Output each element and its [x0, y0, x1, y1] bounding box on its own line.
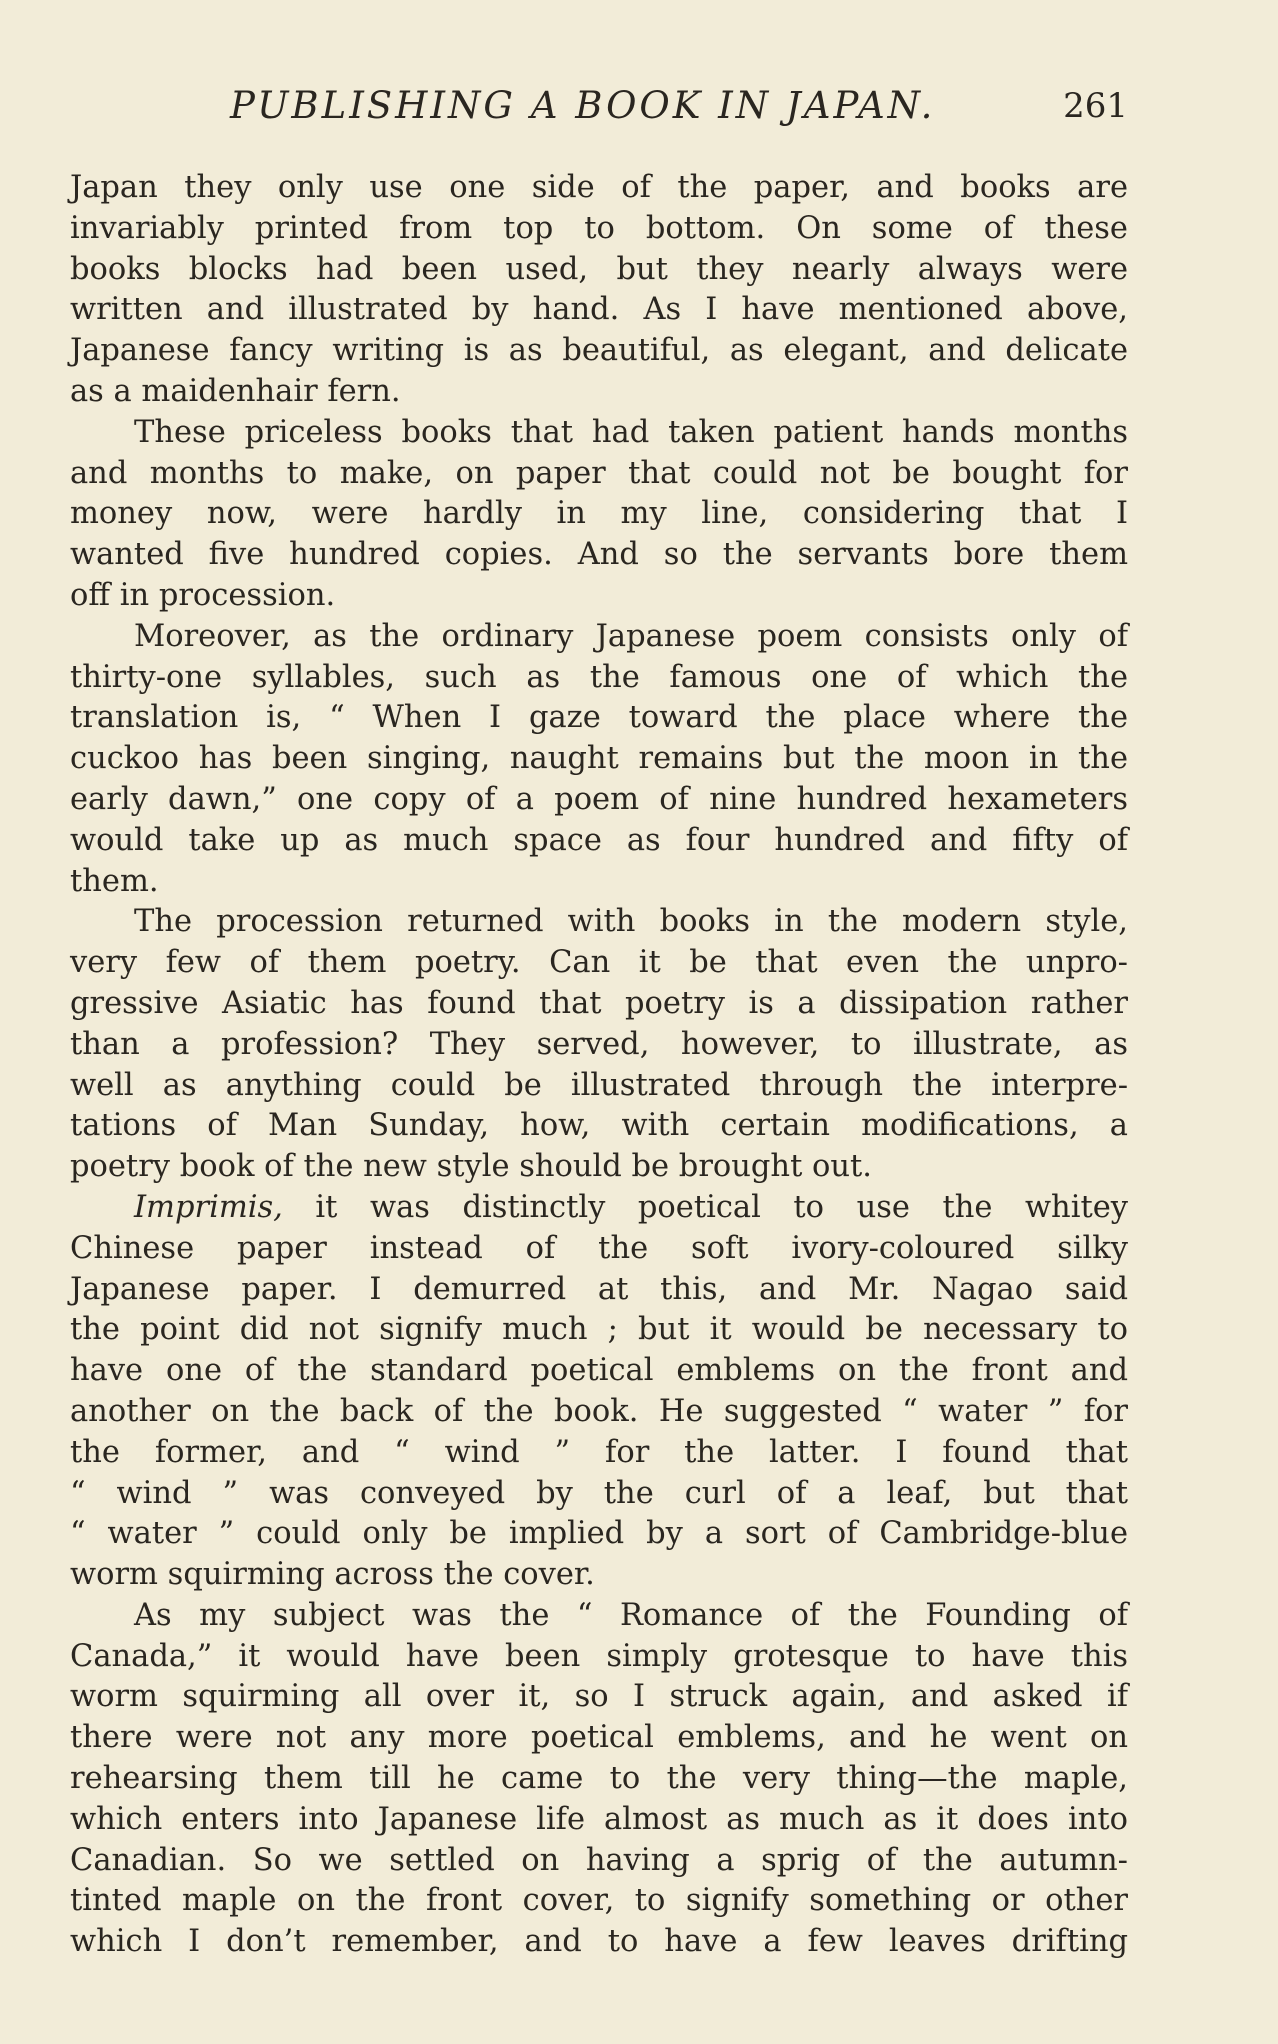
line-text: Japanese fancy writing is as beautiful, as elegant, and delicate — [70, 333, 1128, 369]
text-line — [70, 1351, 1128, 1392]
line-text: invariably printed from top to bottom. On some of these — [70, 210, 1128, 246]
text-line — [70, 1922, 1128, 1963]
line-text: it was distinctly poetical to use the whitey — [282, 1189, 1128, 1225]
text-line — [70, 1759, 1128, 1800]
line-text: Canadian. So we settled on having a sprig of the autumn- — [70, 1842, 1128, 1878]
line-text: worm squirming across the cover. — [70, 1557, 595, 1593]
text-line — [70, 454, 1128, 495]
text-line — [70, 1310, 1128, 1351]
text-line — [70, 617, 1128, 658]
line-text: “ water ” could only be implied by a sort of Cambridge-blue — [70, 1516, 1128, 1552]
text-line — [70, 1514, 1128, 1555]
text-line — [70, 1188, 1128, 1229]
body-text — [70, 168, 1128, 1963]
line-text: tations of Man Sunday, how, with certain modifications, a — [70, 1108, 1128, 1144]
line-text: The procession returned with books in the modern style, — [134, 904, 1128, 940]
text-line — [70, 1229, 1128, 1270]
text-line — [70, 739, 1128, 780]
line-text: money now, were hardly in my line, considering that I — [70, 496, 1128, 532]
text-line — [70, 494, 1128, 535]
line-text: as a maidenhair fern. — [70, 373, 401, 409]
line-text: thirty-one syllables, such as the famous one of which the — [70, 659, 1128, 695]
text-line — [70, 1555, 1128, 1596]
text-line — [70, 780, 1128, 821]
running-title: PUBLISHING A BOOK IN JAPAN. — [230, 84, 936, 127]
line-text: have one of the standard poetical emblems on the front and — [70, 1353, 1128, 1389]
line-text: than a profession? They served, however, to illustrate, as — [70, 1026, 1128, 1062]
line-text: would take up as much space as four hundred and fifty of — [70, 822, 1128, 858]
text-line — [70, 1881, 1128, 1922]
text-line — [70, 168, 1128, 209]
text-line — [70, 1433, 1128, 1474]
line-text: Chinese paper instead of the soft ivory-coloured silky — [70, 1230, 1128, 1266]
line-text: the point did not signify much ; but it would be necessary to — [70, 1312, 1128, 1348]
page-number: 261 — [1063, 86, 1128, 126]
text-line — [70, 1841, 1128, 1882]
text-line — [70, 1147, 1128, 1188]
line-text: there were not any more poetical emblems, and he went on — [70, 1720, 1128, 1756]
line-text: “ wind ” was conveyed by the curl of a leaf, but that — [70, 1475, 1128, 1511]
line-text: them. — [70, 863, 159, 899]
line-text: Japan they only use one side of the paper, and books are — [70, 170, 1128, 205]
text-line — [70, 209, 1128, 250]
text-line — [70, 1392, 1128, 1433]
line-text: cuckoo has been singing, naught remains but the moon in the — [70, 741, 1128, 777]
line-text: rehearsing them till he came to the very thing—the maple, — [70, 1761, 1128, 1797]
text-line — [70, 576, 1128, 617]
text-line — [70, 1596, 1128, 1637]
text-line — [70, 902, 1128, 943]
text-line — [70, 821, 1128, 862]
line-text: the former, and “ wind ” for the latter. I found that — [70, 1434, 1128, 1470]
line-text: worm squirming all over it, so I struck again, and asked if — [70, 1679, 1128, 1715]
line-text: wanted five hundred copies. And so the servants bore them — [70, 537, 1128, 573]
text-line — [70, 1025, 1128, 1066]
text-line — [70, 413, 1128, 454]
text-line — [70, 1066, 1128, 1107]
text-line — [70, 658, 1128, 699]
text-line — [70, 372, 1128, 413]
line-text: early dawn,” one copy of a poem of nine hundred hexameters — [70, 781, 1128, 817]
text-line — [70, 984, 1128, 1025]
line-text: translation is, “ When I gaze toward the place where the — [70, 700, 1128, 736]
line-text: books blocks had been used, but they nearly always were — [70, 251, 1128, 287]
text-line — [70, 1270, 1128, 1311]
line-text: well as anything could be illustrated through the interpre- — [70, 1067, 1128, 1103]
text-line — [70, 1474, 1128, 1515]
italic-word: Imprimis, — [134, 1189, 283, 1225]
text-line — [70, 535, 1128, 576]
page-header — [70, 80, 1128, 132]
line-text: off in procession. — [70, 577, 336, 613]
line-text: poetry book of the new style should be brought out. — [70, 1149, 872, 1185]
line-text: These priceless books that had taken patient hands months — [134, 414, 1128, 450]
line-text: Japanese paper. I demurred at this, and Mr. Nagao said — [70, 1271, 1128, 1307]
line-text: Moreover, as the ordinary Japanese poem consists only of — [134, 618, 1128, 654]
text-line — [70, 943, 1128, 984]
line-text: another on the back of the book. He suggested “ water ” for — [70, 1393, 1128, 1429]
line-text: Canada,” it would have been simply grotesque to have this — [70, 1638, 1128, 1674]
text-line — [70, 250, 1128, 291]
line-text: very few of them poetry. Can it be that even the unpro- — [70, 945, 1128, 981]
line-text: and months to make, on paper that could not be bought for — [70, 455, 1128, 491]
book-page — [70, 0, 1128, 2044]
text-line — [70, 1677, 1128, 1718]
text-line — [70, 698, 1128, 739]
line-text: which I don’t remember, and to have a few leaves drifting — [70, 1924, 1128, 1960]
text-line — [70, 1106, 1128, 1147]
text-line — [70, 290, 1128, 331]
text-line — [70, 1718, 1128, 1759]
line-text: tinted maple on the front cover, to signify something or other — [70, 1883, 1128, 1919]
text-line — [70, 862, 1128, 903]
line-text: which enters into Japanese life almost as much as it does into — [70, 1801, 1128, 1837]
text-line — [70, 1637, 1128, 1678]
line-text: As my subject was the “ Romance of the Founding of — [134, 1597, 1128, 1633]
line-text: written and illustrated by hand. As I have mentioned above, — [70, 292, 1128, 328]
line-text: gressive Asiatic has found that poetry is a dissipation rather — [70, 985, 1128, 1021]
text-line — [70, 331, 1128, 372]
text-line — [70, 1800, 1128, 1841]
